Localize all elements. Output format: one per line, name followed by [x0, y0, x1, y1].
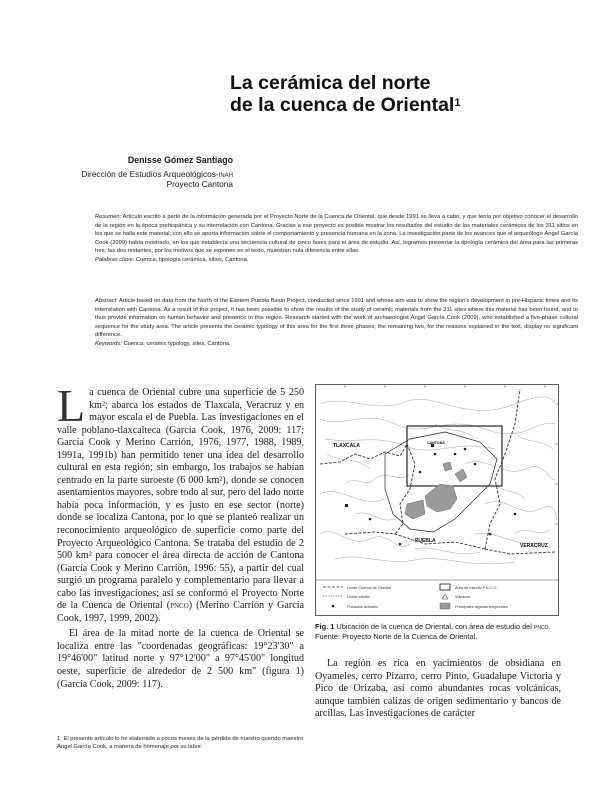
p1-end: ) (Merino Carrión y García Cook, 1997, 1999, 2002).: [57, 600, 305, 624]
p1-abbr: pnco: [170, 600, 189, 612]
author-block: [81, 155, 233, 190]
legend-item-3: Poblados actuales: [347, 605, 379, 609]
caption-abbr: pnco: [534, 622, 549, 631]
title-line-2-text: de la cuenca de Oriental: [230, 94, 455, 116]
figure-map: [315, 384, 559, 616]
map-svg: [315, 384, 559, 616]
p1-text: a cuenca de Oriental cubre una superficie de 5 250 km²; abarca los estados de Tlaxcala, Veracruz y en mayor escala el de Puebla. Las investigaciones en el valle poblano-tlaxcalteca (García Cook, 1976, 2009: 117; García Cook y Merino Carrión, 1976, 1977, 1988, 1989, 1991a, 1991b) han permitido tener una idea del desarrollo cultural en esta región; sin embargo, los trabajos se habían centrado en la parte suroeste (6 000 km²), donde se conocen asentamientos mayores, sobre todo al sur, pero del lado norte había poca información, y es justo en ese sector (norte) donde se localiza Cantona, por lo que se planteó realizar un reconocimiento arqueológico de superficie como parte del Proyecto Arqueológico Cantona. Se trataba del estudio de 2 500 km² para conocer el área directa de acción de Cantona (García Cook y Merino Carrión, 1996: 55), a partir del cual surgió un programa paralelo y complementario para llevar a cabo las investigaciones; así se conformó el Proyecto Norte de la Cuenca de Oriental (: [57, 387, 304, 612]
affiliation-inah: inah: [218, 168, 233, 179]
article-title: [230, 72, 590, 116]
keywords-label: Keywords:: [95, 340, 122, 347]
legend-item-6: Principales lagunas temporales: [455, 605, 508, 609]
author-affiliation-1: [81, 169, 233, 180]
affiliation-text: Dirección de Estudios Arqueológicos-: [81, 168, 219, 179]
resumen-block: [95, 213, 578, 264]
label-veracruz: VERACRUZ: [520, 543, 548, 549]
legend-item-5: Volcanes: [455, 595, 471, 599]
caption-label: Fig. 1: [315, 622, 335, 631]
label-puebla: PUEBLA: [415, 538, 436, 544]
keywords: [95, 340, 578, 349]
abstract-paragraph: [95, 297, 578, 340]
palabras-clave-text: Cuenca, tipología cerámica, sitios, Cantona.: [134, 256, 249, 263]
figure-caption: [315, 622, 561, 642]
legend-item-2: Límite estatal: [347, 595, 370, 599]
footnote-text: El presente artículo lo he elaborado a pocos meses de la pérdida de nuestro querido maestro Ángel García Cook, a manera de homenaje por su labor.: [57, 736, 304, 751]
author-name: Denisse Gómez Santiago: [127, 155, 233, 165]
footnote-number: 1: [57, 736, 61, 742]
body-paragraph-1: [57, 380, 305, 625]
resumen-paragraph: [95, 213, 578, 256]
caption-text-b: . Fuente: Proyecto Norte de la Cuenca de Oriental.: [315, 622, 551, 641]
footnote: [57, 735, 304, 751]
drop-cap: L: [57, 380, 86, 431]
palabras-clave-label: Palabras clave:: [95, 256, 135, 263]
abstract-block: [95, 297, 578, 348]
title-footnote-mark[interactable]: 1: [454, 97, 461, 109]
title-line-1: La cerámica del norte: [230, 72, 431, 94]
body-paragraph-2: El área de la mitad norte de la cuenca de Oriental se localiza entre las "coordenadas geográficas: 19°23'30" a 19°46'00" latitud norte y 97°12'00" a 97°45'00" longitud oeste, superficie de alrededor de 2 500 km" (figura 1) (García Cook, 2009: 117).: [57, 628, 304, 690]
abstract-label: Abstract:: [95, 298, 118, 304]
palabras-clave: [95, 256, 578, 265]
abstract-text: Article based on data from the North of the Eastern Puebla Basin Project, conducted since 1991 and whose aim was to show the region's development in pre-Hispanic times and its interrelation with Cantona. As a result of this project, it has been possible to show the results of the study of ceramic materials from the 311 sites where this material has been found, and to thus provide information on human behavior and presence in this region. Research started with the work of archaeologist Ángel García Cook (2009), who established a five-phase cultural sequence for the study area. The article presents the ceramic typology of this area for the first three phases; the remaining two, for the reasons explained in the text, display no significant difference.: [95, 298, 578, 339]
resumen-text: Artículo escrito a partir de la información generada por el Proyecto Norte de la Cuenca de Oriental, que desde 1991 se lleva a cabo, y que tenía por objetivo conocer el desarrollo de la región en la época prehispánica y su interrelación con Cantona. Gracias a ese proyecto es posible mostrar los resultados del estudio de los materiales cerámicos de los 311 sitios en los que se halla este material; con ello se aporta información sobre el comportamiento y presencia humana en la zona. La investigación parte de los avances que el arqueólogo Ángel García Cook (2009) había mostrado, en los que establecía una secuencia cultural de cinco fases para el área de estudio. Así, logramos presentar la tipología cerámica del área para las primeras tres; las dos restantes, por los motivos que se exponen en el texto, muestran nula diferencia entre ellas.: [95, 214, 578, 255]
label-cantona: CANTONA: [427, 441, 445, 445]
legend-item-4: Área de estudio P.N.C.O.: [455, 586, 498, 590]
keywords-text: Cuenca, ceramic typology, sites, Cantona.: [121, 340, 231, 347]
label-tlaxcala: TLAXCALA: [333, 443, 360, 449]
body-column-left: [57, 380, 305, 694]
body-column-right-paragraph: La región es rica en yacimientos de obsidiana en Oyameles, cerro Pizarro, cerro Pinto, Guadalupe Victoria y Pico de Orizaba, así como abundantes rocas volcánicas, aunque también calizas de origen sedimentario y bancos de arcillas. Las investigaciones de carácter: [315, 658, 561, 720]
author-affiliation-2: Proyecto Cantona: [166, 179, 233, 190]
resumen-label: Resumen:: [95, 214, 122, 220]
title-line-2: [230, 94, 590, 116]
caption-text-a: Ubicación de la cuenca de Oriental, con área de estudio del: [334, 622, 534, 631]
legend-item-1: Límite Cuenca de Oriental: [347, 586, 392, 590]
